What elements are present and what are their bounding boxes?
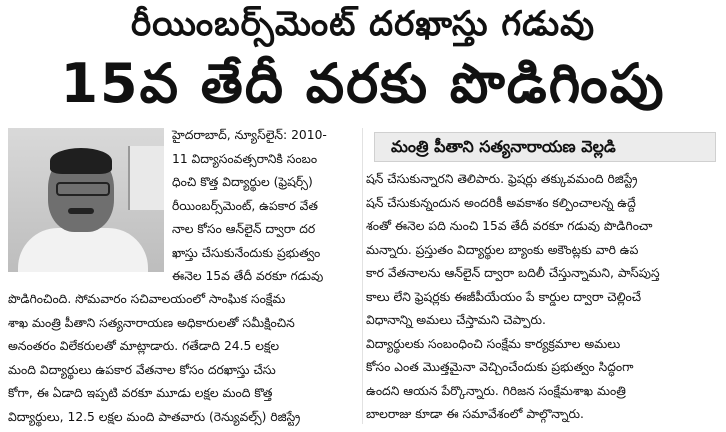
text-line: విధానాన్ని అమలు చేస్తామని చెప్పారు. (366, 313, 546, 327)
text-line: పొడిగించింది. సోమవారం సచివాలయంలో సాంఘిక సంక్షేమ (8, 292, 286, 306)
text-line: ఖాస్తు చేసుకునేందుకు ప్రభుత్వం (172, 245, 321, 260)
text-line: బాలరాజు కూడా ఈ సమావేశంలో పాల్గొన్నారు. (366, 407, 584, 421)
text-line: శంతో ఈనెల పది నుంచి 15వ తేదీ వరకూ గడువు పొడిగించా (366, 219, 653, 233)
article-column-1-top (172, 124, 356, 289)
text-line: షన్ చేసుకున్నారని తెలిపారు. ఫ్రెషర్లు తక్కువమంది రిజిస్ట్రే (366, 172, 638, 186)
text-line: ధించి కొత్త విద్యార్థుల (ఫ్రెషర్స్) (172, 175, 313, 189)
subheading-box: మంత్రి పీతాని సత్యనారాయణ వెల్లడి (374, 132, 716, 162)
text-line: ఉందని ఆయన పేర్కొన్నారు. గిరిజన సంక్షేమశాఖ మంత్రి (366, 383, 626, 398)
text-line: 11 విద్యాసంవత్సరానికి సంబం (172, 151, 318, 166)
text-line: కాలు లేని ఫ్రెషర్లకు ఈజీపీయేయం పే కార్డుల ద్వారా చెల్లించే (366, 289, 642, 304)
text-line: మంది విద్యార్థులు ఉపకార వేతనాల కోసం దరఖాస్తు చేసు (8, 362, 276, 377)
text-line: విద్యార్థులు, 12.5 లక్షల మంది పాతవారు (రెన్యువల్స్) రిజిస్ట్రే (8, 409, 301, 424)
text-line: నాల కోసం ఆన్‌లైన్ ద్వారా దర (172, 222, 316, 236)
headline-line-2: 15వ తేదీ వరకు పొడిగింపు (60, 52, 666, 115)
minister-photo (8, 128, 164, 272)
text-line: ఈనెల 15వ తేదీ వరకూ గడువు (172, 269, 324, 283)
column-divider (362, 128, 363, 424)
text-line: కార వేతనాలను ఆన్‌లైన్ ద్వారా బదిలీ చేస్తున్నామని, పాస్‌పుస్త (366, 266, 660, 280)
text-line: కోసం ఎంత మొత్తమైనా వెచ్చించేందుకు ప్రభుత్వం సిద్ధంగా (366, 360, 634, 374)
text-line: శాఖ మంత్రి పీతాని సత్యనారాయణ అధికారులతో సమీక్షించిన (8, 315, 295, 330)
text-line: అనంతరం విలేకరులతో మాట్లాడారు. గతేడాది 24.5 లక్షల (8, 339, 280, 353)
article-column-1-bottom (8, 288, 360, 429)
text-line: హైదరాబాద్, న్యూస్‌లైన్: 2010- (172, 128, 327, 142)
text-line: షన్ చేసుకున్నందున అందరికీ అవకాశం కల్పించాలన్న ఉద్దే (366, 195, 636, 210)
article-column-2 (366, 168, 718, 427)
text-line: కోగా, ఈ ఏడాది ఇప్పటి వరకూ మూడు లక్షల మంది కొత్త (8, 386, 273, 400)
headline-line-1: రీయింబర్స్‌మెంట్ దరఖాస్తు గడువు (130, 4, 596, 44)
text-line: విద్యార్థులకు సంబంధించి సంక్షేమ కార్యక్రమాల అమలు (366, 336, 621, 351)
text-line: రీయింబర్స్‌మెంట్, ఉపకార వేత (172, 198, 318, 213)
text-line: మన్నారు. ప్రస్తుతం విద్యార్థుల బ్యాంకు అకౌంట్లకు వారి ఉప (366, 242, 639, 257)
